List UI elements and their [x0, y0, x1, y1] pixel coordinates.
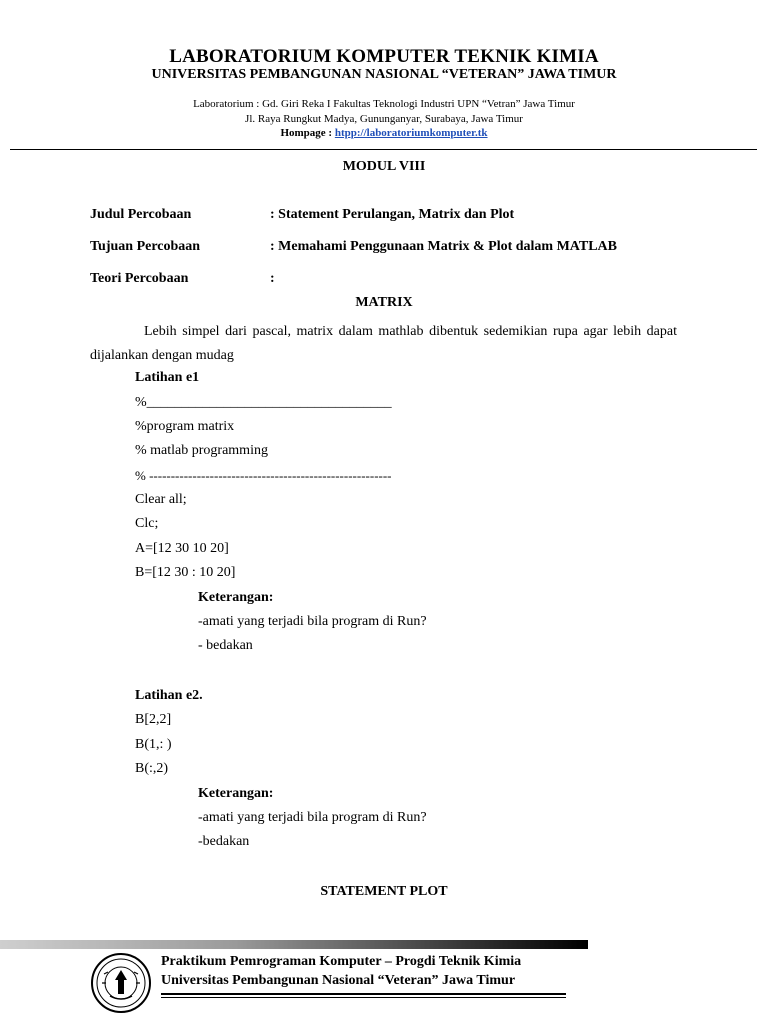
code-line: Clc;: [135, 516, 159, 531]
code-line: % matlab programming: [135, 443, 268, 458]
code-line: A=[12 30 10 20]: [135, 541, 229, 556]
keterangan-e2-title: Keterangan:: [198, 786, 274, 801]
code-line: %program matrix: [135, 419, 235, 434]
info-label-tujuan: Tujuan Percobaan: [90, 239, 201, 254]
footer-rule-thin: [161, 997, 566, 998]
lab-title: LABORATORIUM KOMPUTER TEKNIK KIMIA: [169, 46, 599, 67]
homepage-link[interactable]: htpp://laboratoriumkomputer.tk: [334, 127, 488, 139]
keterangan-line: - bedakan: [198, 638, 253, 653]
section-heading-plot: STATEMENT PLOT: [320, 884, 448, 899]
footer-gradient-bar: [0, 940, 588, 949]
homepage-label: Hompage :: [280, 127, 333, 139]
info-value-tujuan: : Memahami Penggunaan Matrix & Plot dalam MATLAB: [270, 239, 617, 254]
code-line: Clear all;: [135, 492, 187, 507]
code-line: B(:,2): [135, 761, 169, 776]
intro-paragraph: Lebih simpel dari pascal, matrix dalam mathlab dibentuk sedemikian rupa agar lebih dapat dijalankan dengan mudag: [90, 324, 677, 363]
latihan-e1-title: Latihan e1: [135, 370, 200, 385]
module-title: MODUL VIII: [342, 159, 426, 174]
address-line-2: Jl. Raya Rungkut Madya, Gununganyar, Surabaya, Jawa Timur: [245, 113, 523, 125]
code-line: B(1,: ): [135, 737, 172, 752]
homepage-line: [0, 127, 768, 139]
footer-line-1: Praktikum Pemrograman Komputer – Progdi Teknik Kimia: [161, 954, 522, 969]
code-line: B=[12 30 : 10 20]: [135, 565, 236, 580]
code-line: %___________________________________: [135, 395, 392, 410]
code-line: % --------------------------------------------------------: [135, 468, 392, 483]
info-label-judul: Judul Percobaan: [90, 207, 192, 222]
keterangan-e1-title: Keterangan:: [198, 590, 274, 605]
keterangan-line: -amati yang terjadi bila program di Run?: [198, 810, 427, 825]
code-line: B[2,2]: [135, 712, 172, 727]
info-label-teori: Teori Percobaan: [90, 271, 189, 286]
university-subtitle: UNIVERSITAS PEMBANGUNAN NASIONAL “VETERAN” JAWA TIMUR: [151, 67, 617, 82]
footer-rule-thick: [161, 993, 566, 995]
keterangan-line: -bedakan: [198, 834, 250, 849]
footer-line-2: Universitas Pembangunan Nasional “Veteran” Jawa Timur: [161, 973, 516, 988]
info-value-teori: :: [270, 271, 275, 286]
keterangan-line: -amati yang terjadi bila program di Run?: [198, 614, 427, 629]
section-heading-matrix: MATRIX: [355, 295, 413, 310]
address-line-1: Laboratorium : Gd. Giri Reka I Fakultas Teknologi Industri UPN “Vetran” Jawa Timur: [193, 98, 575, 110]
header-divider: [10, 149, 757, 150]
university-seal-icon: [90, 952, 152, 1014]
latihan-e2-title: Latihan e2.: [135, 688, 203, 703]
info-value-judul: : Statement Perulangan, Matrix dan Plot: [270, 207, 515, 222]
